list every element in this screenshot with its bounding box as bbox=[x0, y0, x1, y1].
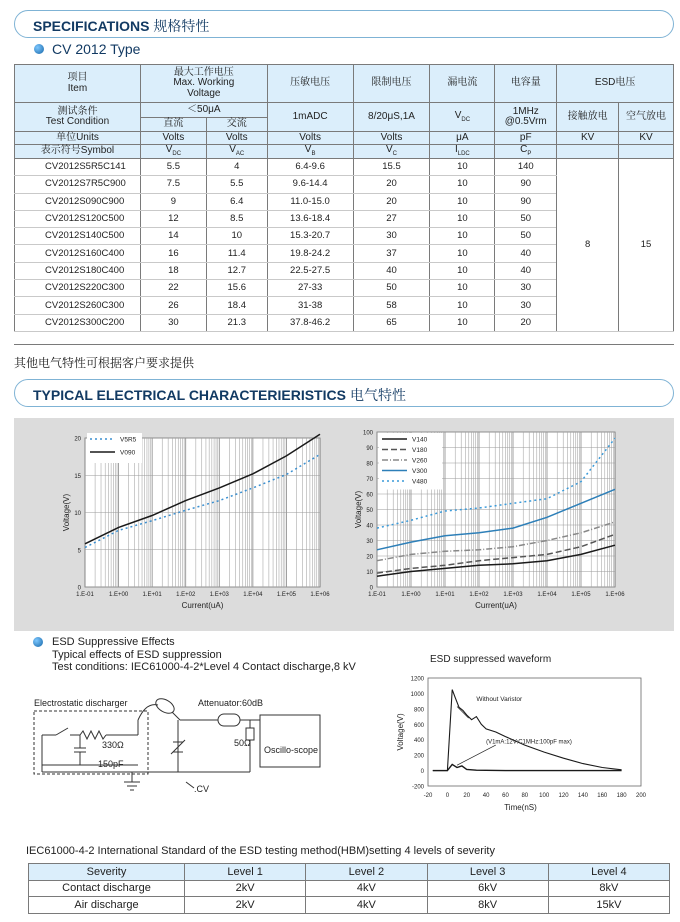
units-label: 单位Units bbox=[15, 132, 141, 145]
spec-cell: 30 bbox=[140, 314, 206, 331]
esd-contact-value: 8 bbox=[557, 159, 619, 332]
spec-cell: 30 bbox=[495, 297, 557, 314]
symbol-cell: $I_{LDC}$ bbox=[430, 145, 495, 159]
unit-cell: Volts bbox=[140, 132, 206, 145]
y-tick-label: 15 bbox=[74, 473, 81, 480]
oscilloscope-box bbox=[260, 715, 320, 767]
spec-title-cn: 规格特性 bbox=[153, 18, 210, 34]
spec-cell: 22 bbox=[140, 280, 206, 297]
severity-cell: Level 3 bbox=[427, 864, 548, 881]
x-tick-label: 1.E-01 bbox=[76, 592, 94, 598]
x-axis-label: Time(nS) bbox=[504, 803, 537, 812]
spec-cell: 16 bbox=[140, 245, 206, 262]
part-number: CV2012S300C200 bbox=[15, 314, 141, 331]
spec-cell: 11.0-15.0 bbox=[267, 193, 353, 210]
spec-cell: 10 bbox=[430, 176, 495, 193]
r1-label: 330Ω bbox=[102, 740, 124, 750]
spec-cell: 65 bbox=[353, 314, 430, 331]
legend-label: V090 bbox=[120, 449, 136, 457]
severity-cell: Severity bbox=[29, 864, 185, 881]
part-number: CV2012S160C400 bbox=[15, 245, 141, 262]
legend-label: V140 bbox=[412, 436, 428, 444]
x-tick-label: 160 bbox=[597, 793, 608, 799]
test-circuit-diagram bbox=[28, 690, 358, 810]
spec-cell: 30 bbox=[495, 280, 557, 297]
spec-cell: 5.5 bbox=[140, 159, 206, 176]
spec-cell: 12 bbox=[140, 210, 206, 227]
plot-area bbox=[428, 678, 641, 786]
x-tick-label: 1.E+04 bbox=[537, 592, 557, 598]
spec-cell: 30 bbox=[353, 228, 430, 245]
spec-cell: 40 bbox=[353, 262, 430, 279]
legend-label: V260 bbox=[412, 457, 428, 465]
symbol-cell: $C_P$ bbox=[495, 145, 557, 159]
x-tick-label: 1.E+03 bbox=[209, 592, 229, 598]
spec-cell: 90 bbox=[495, 176, 557, 193]
spec-cell: 10 bbox=[430, 314, 495, 331]
spec-cell: 40 bbox=[495, 245, 557, 262]
x-tick-label: 1.E+02 bbox=[176, 592, 196, 598]
x-axis-label: Current(uA) bbox=[475, 601, 517, 610]
part-number: CV2012S090C900 bbox=[15, 193, 141, 210]
legend-label: V480 bbox=[412, 478, 428, 486]
spec-cell: 27 bbox=[353, 210, 430, 227]
x-tick-label: 1.E+05 bbox=[571, 592, 591, 598]
spec-cell: 18 bbox=[140, 262, 206, 279]
cond-cap: 1MHz @0.5Vrm bbox=[495, 103, 557, 132]
part-number: CV2012S220C300 bbox=[15, 280, 141, 297]
y-tick-label: 90 bbox=[366, 446, 373, 452]
y-tick-label: 40 bbox=[366, 523, 373, 530]
y-tick-label: 10 bbox=[74, 511, 81, 517]
annotation-label: (V1mA:12V:C1MHz:100pF max) bbox=[486, 739, 572, 746]
x-tick-label: 0 bbox=[445, 793, 450, 799]
y-tick-label: 100 bbox=[362, 430, 373, 437]
unit-cell: KV bbox=[619, 132, 674, 145]
part-number: CV2012S7R5C900 bbox=[15, 176, 141, 193]
th-condition: 测试条件 Test Condition bbox=[15, 103, 141, 132]
y-axis-label: Voltage(V) bbox=[396, 713, 405, 751]
y-tick-label: 20 bbox=[366, 554, 373, 561]
vi-chart-left bbox=[14, 418, 344, 631]
y-tick-label: 50 bbox=[366, 508, 373, 514]
spec-cell: 140 bbox=[495, 159, 557, 176]
part-number: CV2012S5R5C141 bbox=[15, 159, 141, 176]
severity-cell: Level 2 bbox=[306, 864, 427, 881]
cond-dc: 直流 bbox=[140, 118, 206, 132]
severity-title: IEC61000-4-2 International Standard of the ESD testing method(HBM)setting 4 levels of severity bbox=[26, 845, 495, 857]
esd-sub1: Typical effects of ESD suppression bbox=[52, 649, 222, 661]
x-tick-label: 1.E+01 bbox=[142, 592, 162, 598]
spec-cell: 11.4 bbox=[206, 245, 267, 262]
y-tick-label: 400 bbox=[413, 738, 424, 745]
spec-cell: 10 bbox=[430, 280, 495, 297]
x-tick-label: 1.E+01 bbox=[435, 592, 455, 598]
y-tick-label: -200 bbox=[411, 784, 424, 791]
spec-cell: 20 bbox=[495, 314, 557, 331]
x-tick-label: 120 bbox=[558, 793, 569, 799]
cond-ac: 交流 bbox=[206, 118, 267, 132]
y-tick-label: 20 bbox=[74, 436, 81, 443]
x-tick-label: -20 bbox=[423, 793, 433, 799]
cond-leak: $V_{DC}$ bbox=[430, 103, 495, 132]
symbol-cell: $V_{DC}$ bbox=[140, 145, 206, 159]
severity-row bbox=[29, 880, 670, 897]
cond-clamp: 8/20μS,1A bbox=[353, 103, 430, 132]
spec-cell: 10 bbox=[206, 228, 267, 245]
note-text: 其他电气特性可根据客户要求提供 bbox=[14, 356, 195, 370]
severity-cell: 6kV bbox=[427, 880, 548, 897]
spec-cell: 10 bbox=[430, 262, 495, 279]
severity-row bbox=[29, 897, 670, 914]
y-axis-label: Voltage(V) bbox=[62, 493, 71, 532]
cond-air: 空气放电 bbox=[619, 103, 674, 132]
y-tick-label: 0 bbox=[420, 769, 424, 776]
x-tick-label: 1.E-01 bbox=[368, 592, 386, 598]
part-number: CV2012S260C300 bbox=[15, 297, 141, 314]
x-tick-label: 180 bbox=[616, 793, 627, 799]
spec-cell: 12.7 bbox=[206, 262, 267, 279]
severity-cell: 15kV bbox=[548, 897, 669, 914]
part-number: CV2012S140C500 bbox=[15, 228, 141, 245]
type-label: CV 2012 Type bbox=[52, 41, 141, 57]
vi-chart-right bbox=[346, 418, 674, 631]
severity-cell: Level 1 bbox=[185, 864, 306, 881]
spec-cell: 9.6-14.4 bbox=[267, 176, 353, 193]
spec-cell: 15.5 bbox=[353, 159, 430, 176]
spec-cell: 26 bbox=[140, 297, 206, 314]
spec-cell: 31-38 bbox=[267, 297, 353, 314]
spec-cell: 10 bbox=[430, 210, 495, 227]
annotation-label: Without Varistor bbox=[476, 696, 523, 704]
scope-label: Oscillo-scope bbox=[264, 745, 319, 755]
spec-cell: 9 bbox=[140, 193, 206, 210]
unit-cell: Volts bbox=[206, 132, 267, 145]
severity-cell: 4kV bbox=[306, 880, 427, 897]
symbol-cell: $V_{AC}$ bbox=[206, 145, 267, 159]
spec-cell: 20 bbox=[353, 176, 430, 193]
x-tick-label: 1.E+00 bbox=[401, 592, 421, 598]
spec-cell: 14 bbox=[140, 228, 206, 245]
spec-cell: 37.8-46.2 bbox=[267, 314, 353, 331]
y-tick-label: 200 bbox=[413, 753, 424, 760]
spec-cell: 8.5 bbox=[206, 210, 267, 227]
severity-cell: 2kV bbox=[185, 897, 306, 914]
symbol-cell: $V_B$ bbox=[267, 145, 353, 159]
spec-cell: 50 bbox=[353, 280, 430, 297]
y-tick-label: 10 bbox=[366, 570, 373, 576]
th-maxv: 最大工作电压 Max. Working Voltage bbox=[140, 65, 267, 103]
typical-title: TYPICAL ELECTRICAL CHARACTERIERISTICS bbox=[33, 387, 346, 403]
spec-cell: 6.4 bbox=[206, 193, 267, 210]
x-tick-label: 80 bbox=[521, 793, 529, 799]
symbol-label: 表示符号Symbol bbox=[15, 145, 141, 159]
spec-cell: 18.4 bbox=[206, 297, 267, 314]
x-tick-label: 1.E+06 bbox=[605, 592, 625, 598]
th-clamp: 限制电压 bbox=[353, 65, 430, 103]
spec-cell: 10 bbox=[430, 159, 495, 176]
spec-cell: 15.3-20.7 bbox=[267, 228, 353, 245]
ground-icon bbox=[124, 772, 140, 790]
unit-cell: Volts bbox=[267, 132, 353, 145]
symbol-cell-empty bbox=[619, 145, 674, 159]
spec-cell: 7.5 bbox=[140, 176, 206, 193]
x-tick-label: 200 bbox=[635, 793, 647, 799]
y-tick-label: 800 bbox=[413, 707, 424, 714]
th-esd: ESD电压 bbox=[557, 65, 674, 103]
spec-cell: 6.4-9.6 bbox=[267, 159, 353, 176]
y-axis-label: Voltage(V) bbox=[354, 490, 363, 529]
attenuator-icon bbox=[218, 714, 240, 726]
cv-label: .CV bbox=[194, 784, 210, 794]
spec-cell: 50 bbox=[495, 210, 557, 227]
x-tick-label: 140 bbox=[577, 793, 588, 799]
th-leak: 漏电流 bbox=[430, 65, 495, 103]
y-tick-label: 70 bbox=[366, 477, 373, 483]
spec-table bbox=[14, 64, 674, 332]
severity-cell: 4kV bbox=[306, 897, 427, 914]
unit-cell: Volts bbox=[353, 132, 430, 145]
x-axis-label: Current(uA) bbox=[181, 601, 224, 610]
severity-cell: 8kV bbox=[548, 880, 669, 897]
spec-cell: 50 bbox=[495, 228, 557, 245]
y-tick-label: 5 bbox=[77, 548, 81, 555]
esd-air-value: 15 bbox=[619, 159, 674, 332]
x-tick-label: 40 bbox=[482, 793, 490, 799]
th-cap: 电容量 bbox=[495, 65, 557, 103]
unit-cell: μA bbox=[430, 132, 495, 145]
specifications-header bbox=[14, 10, 674, 38]
table-bottom-rule bbox=[14, 344, 674, 345]
spec-cell: 58 bbox=[353, 297, 430, 314]
spec-cell: 40 bbox=[495, 262, 557, 279]
spec-cell: 90 bbox=[495, 193, 557, 210]
x-tick-label: 100 bbox=[539, 793, 550, 799]
x-tick-label: 60 bbox=[502, 793, 509, 799]
spec-cell: 13.6-18.4 bbox=[267, 210, 353, 227]
x-tick-label: 1.E+06 bbox=[310, 592, 330, 598]
spec-cell: 5.5 bbox=[206, 176, 267, 193]
x-tick-label: 1.E+00 bbox=[108, 592, 129, 598]
attenuator-label: Attenuator:60dB bbox=[198, 698, 264, 708]
legend-label: V300 bbox=[412, 468, 428, 475]
x-tick-label: 1.E+02 bbox=[469, 592, 489, 598]
spec-cell: 10 bbox=[430, 245, 495, 262]
severity-cell: 8kV bbox=[427, 897, 548, 914]
part-number: CV2012S180C400 bbox=[15, 262, 141, 279]
esd-bullet-icon bbox=[33, 637, 43, 647]
severity-cell: 2kV bbox=[185, 880, 306, 897]
spec-cell: 20 bbox=[353, 193, 430, 210]
y-tick-label: 1200 bbox=[410, 676, 424, 683]
spec-title: SPECIFICATIONS bbox=[33, 18, 150, 34]
esd-waveform-chart bbox=[390, 648, 674, 838]
severity-cell: Level 4 bbox=[548, 864, 669, 881]
cond-maxv: ＜50μA bbox=[140, 103, 267, 118]
resistor-330-icon bbox=[80, 731, 106, 739]
part-number: CV2012S120C500 bbox=[15, 210, 141, 227]
severity-cell: Air discharge bbox=[29, 897, 185, 914]
c1-label: 150pF bbox=[98, 759, 124, 769]
y-tick-label: 0 bbox=[369, 585, 373, 592]
unit-cell: KV bbox=[557, 132, 619, 145]
spec-cell: 10 bbox=[430, 193, 495, 210]
x-tick-label: 1.E+04 bbox=[243, 592, 263, 598]
spec-cell: 21.3 bbox=[206, 314, 267, 331]
spec-cell: 27-33 bbox=[267, 280, 353, 297]
spec-cell: 22.5-27.5 bbox=[267, 262, 353, 279]
legend-label: V5R5 bbox=[120, 436, 137, 444]
esd-sub2: Test conditions: IEC61000-4-2*Level 4 Contact discharge,8 kV bbox=[52, 661, 356, 673]
severity-header-row bbox=[29, 864, 670, 881]
varistor-icon bbox=[171, 740, 185, 754]
th-varistor: 压敏电压 bbox=[267, 65, 353, 103]
cond-contact: 接触放电 bbox=[557, 103, 619, 132]
spec-cell: 37 bbox=[353, 245, 430, 262]
x-tick-label: 1.E+05 bbox=[276, 592, 297, 598]
unit-cell: pF bbox=[495, 132, 557, 145]
th-item: 项目 Item bbox=[15, 65, 141, 103]
table-row bbox=[15, 159, 674, 176]
y-tick-label: 80 bbox=[366, 461, 373, 468]
typical-header bbox=[14, 379, 674, 407]
cond-varistor: 1mADC bbox=[267, 103, 353, 132]
legend-label: V180 bbox=[412, 447, 428, 454]
symbol-cell: $V_C$ bbox=[353, 145, 430, 159]
r2-label: 50Ω bbox=[234, 738, 251, 748]
y-tick-label: 60 bbox=[366, 492, 373, 499]
spec-cell: 15.6 bbox=[206, 280, 267, 297]
severity-table bbox=[28, 863, 670, 914]
spec-cell: 19.8-24.2 bbox=[267, 245, 353, 262]
y-tick-label: 600 bbox=[413, 722, 424, 729]
y-tick-label: 1000 bbox=[410, 691, 424, 698]
spec-cell: 10 bbox=[430, 228, 495, 245]
discharger-label: Electrostatic discharger bbox=[34, 698, 128, 708]
switch-icon bbox=[56, 728, 68, 735]
severity-cell: Contact discharge bbox=[29, 880, 185, 897]
x-tick-label: 20 bbox=[463, 793, 471, 799]
type-heading bbox=[34, 41, 140, 57]
x-tick-label: 1.E+03 bbox=[503, 592, 523, 598]
symbol-cell-empty bbox=[557, 145, 619, 159]
spec-cell: 10 bbox=[430, 297, 495, 314]
y-tick-label: 0 bbox=[77, 585, 81, 592]
waveform-title: ESD suppressed waveform bbox=[430, 654, 552, 665]
spec-cell: 4 bbox=[206, 159, 267, 176]
esd-title: ESD Suppressive Effects bbox=[52, 636, 175, 648]
bullet-icon bbox=[34, 44, 44, 54]
y-tick-label: 30 bbox=[366, 539, 373, 545]
typical-title-cn: 电气特性 bbox=[349, 387, 406, 403]
